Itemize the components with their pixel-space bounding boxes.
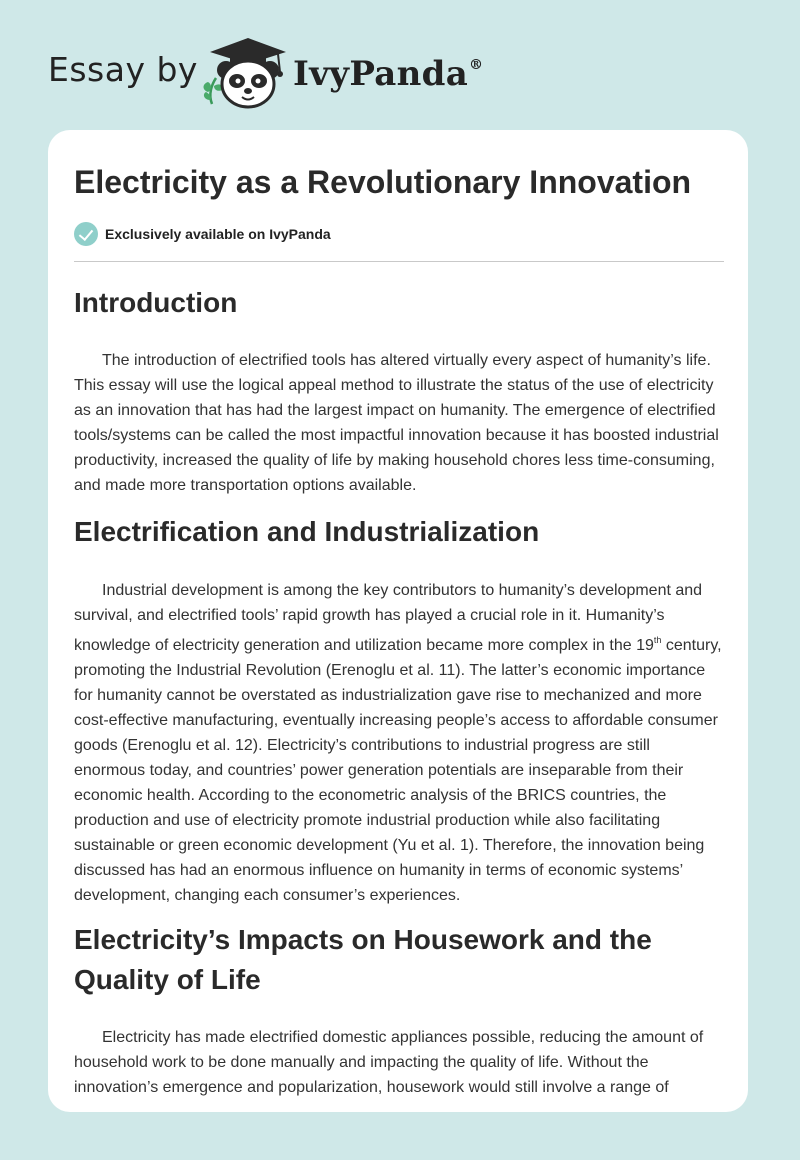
section-heading-electrification: Electrification and Industrialization [74,516,540,547]
essay-card [48,130,748,1112]
exclusive-badge [74,222,331,246]
superscript-th: th [653,635,662,645]
brand-prefix: Essay by [48,50,198,89]
registered-mark: ® [469,57,484,73]
panda-graduation-cap-logo-icon[interactable] [200,34,290,110]
brand-name-text: IvyPanda [293,54,469,94]
site-header [0,0,800,120]
exclusive-label: Exclusively available on IvyPanda [105,226,331,242]
section-paragraph-introduction: The introduction of electrified tools has altered virtually every aspect of humanity’s life. This essay will use the logical appeal method to illustrate the status of the use of electricity as an innovation that has had the largest impact on humanity. The emergence of electrified tools/systems can be called the most impactful innovation because it has boosted industrial productivity, increased the quality of life by making household chores less time-consuming, and made more transportation options available. [74,352,719,494]
title-divider [74,261,724,262]
essay-title: Electricity as a Revolutionary Innovation [74,164,692,200]
section-heading-housework: Electricity’s Impacts on Housework and the Quality of Life [74,924,652,995]
check-circle-icon [74,222,98,246]
section-paragraph-electrification [74,578,724,908]
essay-body [74,280,724,1100]
paragraph-text-part-1: Industrial development is among the key contributors to humanity’s development and survival, and electrified tools’ rapid growth has played a crucial role in it. Humanity’s knowledge of electricity generation and utilization became more complex in the 19 [74,582,703,654]
paragraph-text-part-2: century, promoting the Industrial Revolution (Erenoglu et al. 11). The latter’s economic importance for humanity cannot be overstated as industrialization gave rise to mechanized and more cost-effective manufacturing, eventually increasing people’s access to affordable consumer goods (Erenoglu et al. 12). Electricity’s contributions to industrial progress are still enormous today, and countries’ power generation potentials are inseparable from their economic health. According to the econometric analysis of the BRICS countries, the production and use of electricity promote industrial production while also facilitating sustainable or green economic development (Yu et al. 1). Therefore, the innovation being discussed has had an enormous influence on humanity in terms of economic systems’ development, changing each consumer’s experiences. [74,637,722,904]
section-heading-introduction: Introduction [74,287,238,318]
brand-name[interactable] [293,54,483,94]
section-paragraph-housework: Electricity has made electrified domestic appliances possible, reducing the amount of household work to be done manually and impacting the quality of life. Without the innovation’s emergence and popularization, housework would still involve a range of [74,1029,704,1096]
